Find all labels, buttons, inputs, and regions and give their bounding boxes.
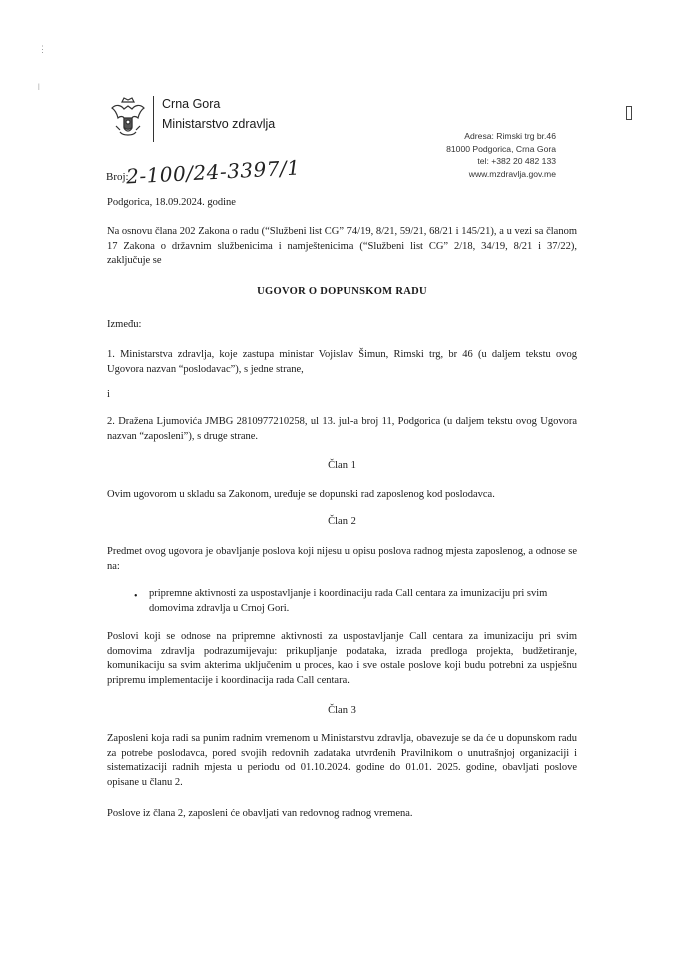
conjunction: i: [107, 389, 110, 400]
address-street: Adresa: Rimski trg br.46: [464, 131, 556, 141]
address-phone: tel: +382 20 482 133: [477, 156, 556, 166]
org-country: Crna Gora: [162, 97, 221, 111]
article-3-heading: Član 3: [328, 705, 356, 716]
article-1-heading: Član 1: [328, 460, 356, 471]
reference-number-handwritten: 2-100/24-3397/1: [125, 155, 301, 189]
article-3-paragraph-2: Poslove iz člana 2, zaposleni će obavljati van redovnog radnog vremena.: [107, 808, 413, 819]
address-city: 81000 Podgorica, Crna Gora: [446, 143, 556, 154]
article-2-intro: Predmet ovog ugovora je obavljanje poslova koji nijesu u opisu poslova radnog mjesta zaposlenog, a odnose se na:: [107, 546, 577, 572]
article-2-paragraph: Poslovi koji se odnose na pripremne aktivnosti za uspostavljanje Call centara za imunizaciju pri svim domovima zdravlja podrazumijevaju: prikupljanje podataka, izrada predloga projekta, budžetiranje, komunikaciju sa svim akterima uključenim u proces, kao i sve ostale poslove koji budu potrebni za uspješnu pripremu implementacije i koordinacija rada Call centara.: [107, 631, 577, 686]
address-block: [440, 130, 556, 180]
between-label: Između:: [107, 319, 142, 330]
scan-mark: ⋮: [38, 44, 47, 54]
article-2-bullet: pripremne aktivnosti za uspostavljanje i koordinaciju rada Call centara za imunizaciju pri svim domovima zdravlja u Crnoj Gori.: [149, 588, 548, 614]
coat-of-arms-icon: [108, 96, 148, 140]
document-date: Podgorica, 18.09.2024. godine: [107, 197, 236, 208]
address-website: www.mzdravlja.gov.me: [468, 168, 556, 179]
party-employee: 2. Dražena Ljumovića JMBG 2810977210258, ul 13. jul-a broj 11, Podgorica (u daljem tekstu ovog Ugovora nazvan “zaposleni”), s druge strane.: [107, 416, 577, 442]
preamble: Na osnovu člana 202 Zakona o radu (“Službeni list CG” 74/19, 8/21, 59/21, 68/21 i 145/21), a u vezi sa članom 17 Zakona o državnim službenicima i namještenicima (“Službeni list CG” 2/18, 34/19, 8/21 i 37/22), zaključuje se: [107, 226, 577, 266]
article-1-text: Ovim ugovorom u skladu sa Zakonom, uređuje se dopunski rad zaposlenog kod poslodavca.: [107, 489, 495, 500]
article-2-heading: Član 2: [328, 516, 356, 527]
reference-label: Broj:: [106, 171, 129, 183]
bullet-icon: •: [134, 591, 138, 602]
article-3-paragraph-1: Zaposleni koja radi sa punim radnim vremenom u Ministarstvu zdravlja, obavezuje se da će u dopunskom radu za potrebe poslodavca, pored svojih redovnih zadataka utvrđenih Pravilnikom o unutrašnjoj organizaciji i sistematizaciji radnih mjesta u periodu od 01.10.2024. godine do 01.01. 2025. godine, obavljati poslove opisane u članu 2.: [107, 733, 577, 788]
scan-mark: ǀ: [38, 82, 40, 92]
party-employer: 1. Ministarstva zdravlja, koje zastupa ministar Vojislav Šimun, Rimski trg, br 46 (u daljem tekstu ovog Ugovora nazvan “poslodavac”), s jedne strane,: [107, 349, 577, 375]
header-divider: [153, 96, 154, 142]
page-marker-icon: [626, 106, 632, 120]
org-ministry: Ministarstvo zdravlja: [162, 117, 276, 131]
document-title: UGOVOR O DOPUNSKOM RADU: [257, 286, 427, 297]
